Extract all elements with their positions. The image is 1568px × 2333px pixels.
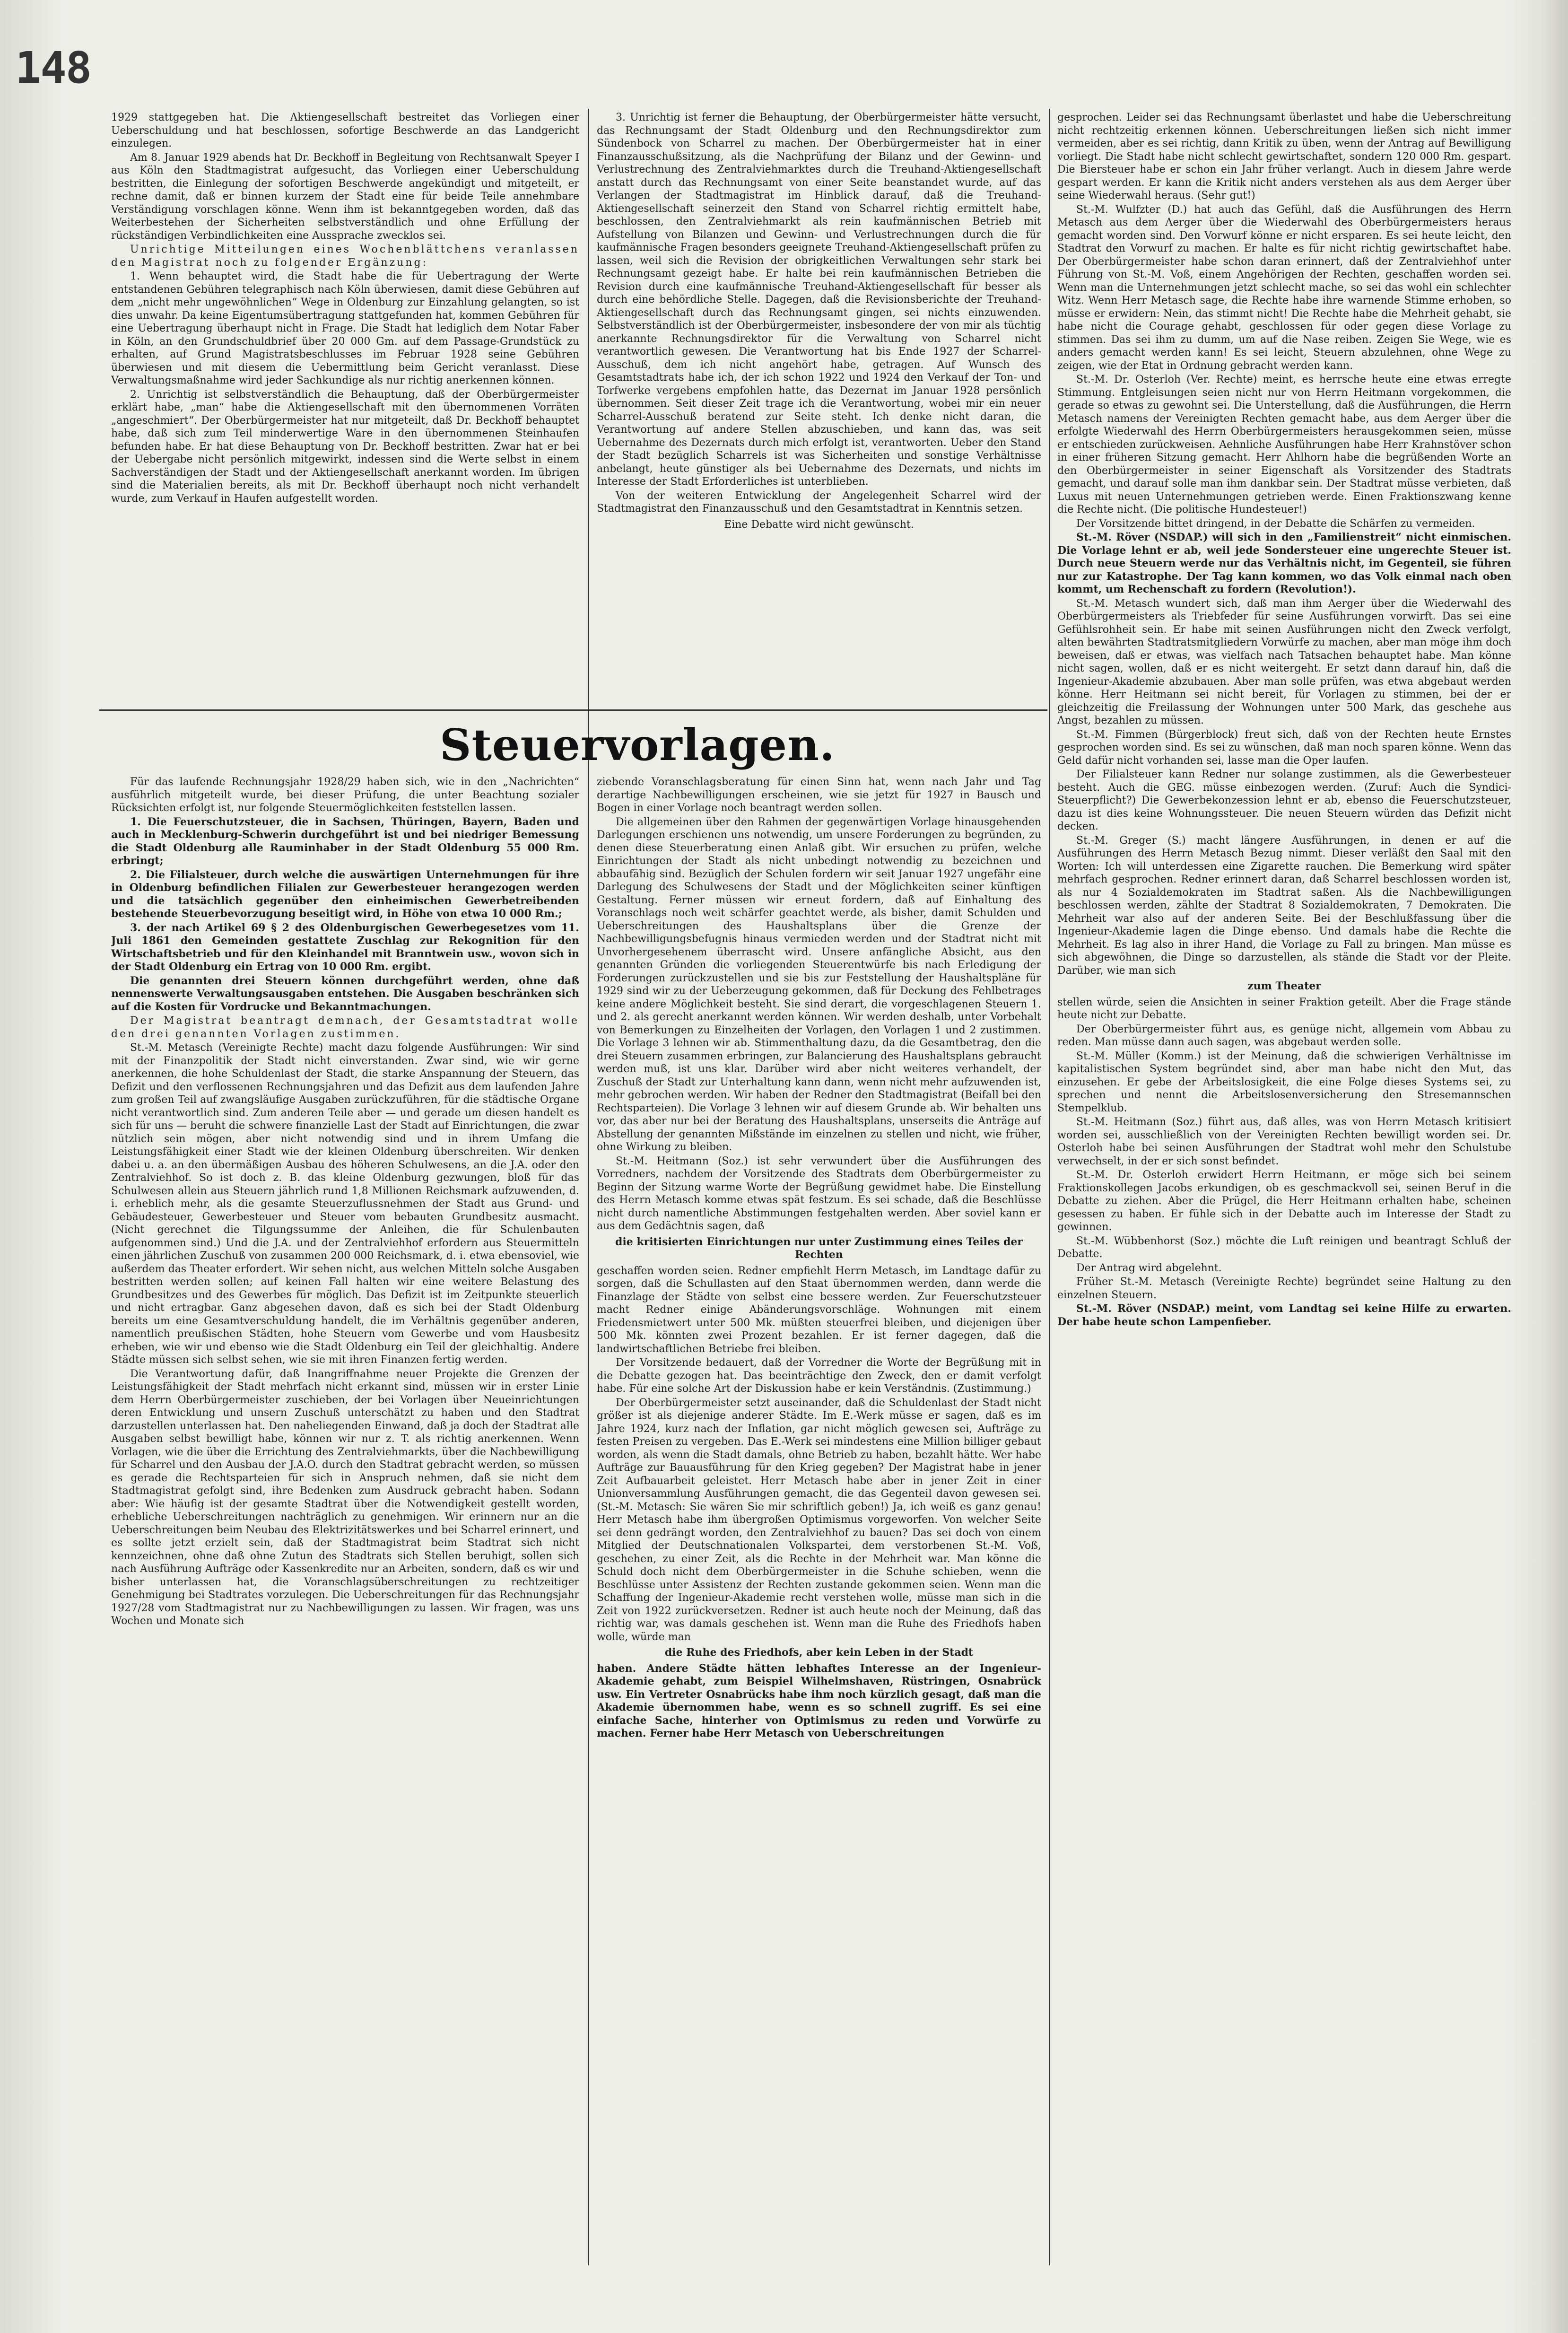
paragraph: St.-M. Röver (NSDAP.) meint, vom Landtag sei keine Hilfe zu erwarten. Der habe heute schon Lampenfieber. — [1057, 1302, 1511, 1328]
article-column-3 — [1057, 111, 1511, 2265]
paragraph: Von der weiteren Entwicklung der Angelegenheit Scharrel wird der Stadtmagistrat den Finanzausschuß und den Gesamtstadtrat in Kenntnis setzen. — [597, 489, 1041, 515]
paragraph: haben. Andere Städte hätten lebhaftes Interesse an der Ingenieur-Akademie gehabt, zum Beispiel Wilhelmshaven, Rüstringen, Osnabrück usw. Ein Vertreter Osnabrücks habe ihm noch kürzlich gesagt, daß man die Akademie übernommen habe, wenn es so schnell zugriff. Es sei eine einfache Sache, hinterher von Optimismus zu reden und Vorwürfe zu machen. Ferner habe Herr Metasch von Ueberschreitungen — [597, 1662, 1041, 1739]
paragraph: Früher St.-M. Metasch (Vereinigte Rechte) begründet seine Haltung zu den einzelnen Steuern. — [1057, 1276, 1511, 1301]
paragraph: Unrichtige Mitteilungen eines Wochenblättchens veranlassen den Magistrat noch zu folgender Ergänzung: — [111, 244, 579, 269]
paragraph: Die allgemeinen über den Rahmen der gegenwärtigen Vorlage hinausgehenden Darlegungen erschienen uns notwendig, um unsere Forderungen zu begründen, zu denen diese Steuerberatung einen Anlaß gibt. Wir ersuchen zu prüfen, welche Einrichtungen der Stadt als nicht unbedingt notwendig zu bezeichnen und abbaufähig sind. Bezüglich der Schulen fordern wir seit Januar 1927 ungefähr eine Darlegung des Schulwesens der Stadt und der Möglichkeiten seiner künftigen Gestaltung. Ferner müssen wir erneut fordern, daß auf Einhaltung des Voranschlags noch weit schärfer geachtet werde, als bisher, damit Schulden und Ueberschreitungen des Haushaltsplans über die Grenze der Nachbewilligungsbefugnis hinaus vermieden werden und der Stadtrat nicht mit Unvorhergesehenem überrascht wird. Unsere anfängliche Absicht, aus den genannten Gründen die vorliegenden Steuerentwürfe bis nach Erledigung der Forderungen zurückzustellen und sie bis zur Feststellung der Haushaltspläne für 1929 sind wir zu der Ueberzeugung gekommen, daß für Deckung des Fehlbetrages keine andere Möglichkeit besteht. Sie sind derart, die vorgeschlagenen Steuern 1. und 2. als gerecht anerkannt werden können. Wir werden deshalb, unter Vorbehalt von Bemerkungen zu Einzelheiten der Vorlagen, den Vorlagen 1 und 2 zustimmen. Die Vorlage 3 lehnen wir ab. Stimmenthaltung dazu, da die Gesamtbetrag, den die drei Steuern zusammen erbringen, zur Balancierung des Haushaltsplans gebraucht werden muß, ist uns klar. Darüber wird aber nicht weiteres verhandelt, der Zuschuß der Stadt zur Unterhaltung kann dann, wenn nicht mehr aufzuwenden ist, mehr gebrochen werden. Wir haben der Redner den Stadtmagistrat (Beifall bei den Rechtsparteien). Die Vorlage 3 lehnen wir auf diesem Grunde ab. Wir behalten uns vor, das aber nur bei der Beratung des Haushaltsplans, unserseits die Anträge auf Abstellung der genannten Mißstände im einzelnen zu stellen und nicht, wie früher, ohne Wirkung zu bleiben. — [597, 816, 1041, 1153]
list-item: 1. Die Feuerschutzsteuer, die in Sachsen, Thüringen, Bayern, Baden und auch in Mecklenburg-Schwerin durchgeführt ist und bei niedriger Bemessung die Stadt Oldenburg alle Rauminhaber in der Stadt Oldenburg 55 000 Rm. erbringt; — [111, 815, 579, 867]
paragraph: geschaffen worden seien. Redner empfiehlt Herrn Metasch, im Landtage dafür zu sorgen, daß die Schullasten auf den Staat übernommen werden, dann werde die Finanzlage der Städte von selbst eine bessere werden. Zur Feuerschutzsteuer macht Redner einige Abänderungsvorschläge. Wohnungen mit einem Friedensmietwert unter 500 Mk. müßten steuerfrei bleiben, und diejenigen über 500 Mk. könnten zwei Prozent bezahlen. Er ist ferner dagegen, daß die landwirtschaftlichen Betriebe frei bleiben. — [597, 1265, 1041, 1355]
subheading: zum Theater — [1247, 980, 1321, 992]
list-item: 3. der nach Artikel 69 § 2 des Oldenburgischen Gewerbegesetzes vom 11. Juli 1861 den Gemeinden gestattete Zuschlag zur Rekognition für den Wirtschaftsbetrieb und für den Kleinhandel mit Branntwein usw., wovon sich in der Stadt Oldenburg ein Ertrag von 10 000 Rm. ergibt. — [111, 921, 579, 973]
paragraph: Der Filialsteuer kann Redner nur solange zustimmen, als die Gewerbesteuer besteht. Auch die GEG. müsse einbezogen werden. (Zuruf: Auch die Syndici-Steuerpflicht?) Die Gewerbekonzession lehnt er ab, ebenso die Feuerschutzsteuer, dazu ist dies keine Wohnungssteuer. Die neuen Steuern würden das Defizit nicht decken. — [1057, 769, 1511, 832]
paragraph: gesprochen. Leider sei das Rechnungsamt überlastet und habe die Ueberschreitung nicht rechtzeitig erkennen können. Ueberschreitungen ließen sich nicht immer vermeiden, aber es sei richtig, dann Kritik zu üben, wenn der Antrag auf Bewilligung vorliegt. Die Stadt habe nicht schlecht gewirtschaftet, sondern 120 000 Rm. gespart. Die Biersteuer habe er schon ein Jahr früher verlangt. Auch in diesem Jahre werde gespart werden. Er kann die Kritik nicht anders verstehen als aus dem Aerger über seine Wiederwahl heraus. (Sehr gut!) — [1057, 112, 1511, 201]
paragraph: Am 8. Januar 1929 abends hat Dr. Beckhoff in Begleitung von Rechtsanwalt Speyer I aus Köln den Stadtmagistrat aufgesucht, das Vorliegen einer Ueberschuldung bestritten, die Einlegung der sofortigen Beschwerde angekündigt und mitgeteilt, er rechne damit, daß er binnen kurzem der Stadt eine für beide Teile annehmbare Verständigung vorschlagen könne. Wenn ihm ist bekanntgegeben worden, daß das Weiterbestehen der Sicherheiten selbstverständlich und ohne Erfüllung der rückständigen Verbindlichkeiten eine Aussprache zwecklos sei. — [111, 151, 579, 242]
paragraph: Eine Debatte wird nicht gewünscht. — [724, 518, 914, 531]
paragraph: St.-M. Wübbenhorst (Soz.) möchte die Luft reinigen und beantragt Schluß der Debatte. — [1057, 1235, 1511, 1260]
paragraph: 1929 stattgegeben hat. Die Aktiengesellschaft bestreitet das Vorliegen einer Ueberschuldung und hat beschlossen, sofortige Beschwerde an das Landgericht einzulegen. — [111, 112, 579, 149]
paragraph: St.-M. Heitmann (Soz.) ist sehr verwundert über die Ausführungen des Vorredners, nachdem der Vorsitzende des Stadtrats dem Oberbürgermeister zu Beginn der Sitzung warme Worte der Begrüßung gewidmet habe. Die Einstellung des Herrn Metasch komme etwas spät festzum. Es sei schade, daß die Beschlüsse nicht durch namentliche Abstimmungen festgehalten werden. Aber soviel kann er aus dem Gedächtnis sagen, daß — [597, 1155, 1041, 1232]
paragraph: St.-M. Fimmen (Bürgerblock) freut sich, daß von der Rechten heute Ernstes gesprochen worden sind. Es sei zu wünschen, daß man noch sparen könne. Wenn das Geld dafür nicht vorhanden sei, lasse man die Oper laufen. — [1057, 728, 1511, 767]
article-column-1-bottom — [111, 776, 579, 2265]
paragraph: Die Verantwortung dafür, daß Inangriffnahme neuer Projekte die Grenzen der Leistungsfähigkeit der Stadt mehrfach nicht erkannt sind, müssen wir in erster Linie dem Herrn Oberbürgermeister zuschieben, der bei Vorlagen über Neueinrichtungen deren Entwicklung und unsern Zuschuß unterschätzt zu haben und den Stadtrat darzustellen unterlassen hat. Den naheliegenden Einwand, daß ja doch der Stadtrat alle Ausgaben selbst bewilligt habe, können wir nur z. T. als richtig anerkennen. Wenn Vorlagen, wie die über die Errichtung des Zentralviehmarkts, über die Nachbewilligung für Scharrel und den Ausbau der J.A.O. durch den Stadtrat gebracht werden, so müssen es gerade die Rechtsparteien für sich in Anspruch nehmen, daß sie nicht dem Stadtmagistrat gefolgt sind, ihre Bedenken zum Ausdruck gebracht haben. Sodann aber: Wie häufig ist der gesamte Stadtrat über die Notwendigkeit gestellt worden, erhebliche Ueberschreitungen nachträglich zu genehmigen. Wir erinnern nur an die Ueberschreitungen beim Neubau des Elektrizitätswerkes und bei Scharrel erinnert, und es sollte jetzt erzielt sein, daß der Stadtmagistrat beim Stadtrat sich nicht kennzeichnen, ohne daß ohne Zutun des Stadtrats sich Stellen beruhigt, sollen sich nach Ausführung Aufträge oder Kassenkredite nur an Arbeiten, sondern, daß es wir und bisher unterlassen hat, die Voranschlagsüberschreitungen zu rechtzeitiger Genehmigung bei Stadtrates vorzulegen. Die Ueberschreitungen für das Rechnungsjahr 1927/28 vom Stadtmagistrat nur zu Nachbewilligungen zu lassen. Wir fragen, was uns Wochen und Monate sich — [111, 1368, 579, 1627]
paragraph: ziebende Voranschlagsberatung für einen Sinn hat, wenn nach Jahr und Tag derartige Nachbewilligungen erscheinen, wie sie jetzt für 1927 in Bausch und Bogen in einer Vorlage noch beantragt werden sollen. — [597, 776, 1041, 814]
article-column-2-top — [597, 111, 1041, 707]
paragraph: Der Vorsitzende bedauert, daß der Vorredner die Worte der Begrüßung mit in die Debatte gezogen hat. Das beeinträchtige den Zweck, den er damit verfolgt habe. Für eine solche Art der Diskussion habe er kein Verständnis. (Zustimmung.) — [597, 1357, 1041, 1395]
article-column-1-top — [111, 111, 579, 707]
paragraph: stellen würde, seien die Ansichten in seiner Fraktion geteilt. Aber die Frage stände heute nicht zur Debatte. — [1057, 996, 1511, 1021]
paragraph: Die genannten drei Steuern können durchgeführt werden, ohne daß nennenswerte Verwaltungsausgaben entstehen. Die Ausgaben beschränken sich auf die Kosten für Vordrucke und Bekanntmachungen. — [111, 974, 579, 1013]
paragraph: Der Oberbürgermeister setzt auseinander, daß die Schuldenlast der Stadt nicht größer ist als diejenige anderer Städte. Im E.-Werk müsse er sagen, daß es im Jahre 1924, kurz nach der Inflation, gar nicht möglich gewesen sei, Aufträge zu festen Preisen zu vergeben. Das E.-Werk sei mindestens eine Million billiger gebaut worden, als wenn die Stadt damals, ohne Betrieb zu haben, bezahlt hätte. Wer habe Aufträge zur Bauausführung für den Krieg gegeben? Der Magistrat habe in jener Zeit Aufbauarbeit geleistet. Herr Metasch habe aber in jener Zeit in einer Unionversammlung Ausführungen gemacht, die das Gegenteil davon gewesen sei. (St.-M. Metasch: Sie wären Sie mir schriftlich geben!) Ja, ich weiß es ganz genau! Herr Metasch habe ihm übergroßen Optimismus vorgeworfen. Von welcher Seite sei denn gedrängt worden, den Zentralviehhof zu bauen? Das sei doch von einem Mitglied der Deutschnationalen Volkspartei, dem verstorbenen St.-M. Voß, geschehen, zu einer Zeit, als die Rechte in der Mehrheit war. Man könne die Schuld doch nicht dem Oberbürgermeister in die Schuhe schieben, wenn die Beschlüsse unter Assistenz der Rechten zustande gekommen seien. Wenn man die Schaffung der Ingenieur-Akademie recht verstehen wolle, müsse man sich in die Zeit von 1922 zurückversetzen. Redner ist auch heute noch der Meinung, daß das richtig war, was damals geschehen ist. Wenn man die Ruhe des Friedhofs haben wolle, würde man — [597, 1397, 1041, 1643]
paragraph: Der Oberbürgermeister führt aus, es genüge nicht, allgemein vom Abbau zu reden. Man müsse dann auch sagen, was abgebaut werden solle. — [1057, 1023, 1511, 1048]
paragraph: Der Magistrat beantragt demnach, der Gesamtstadtrat wolle den drei genannten Vorlagen zustimmen. — [111, 1015, 579, 1040]
paragraph: St.-M. Dr. Osterloh (Ver. Rechte) meint, es herrsche heute eine etwas erregte Stimmung. Entgleisungen seien nicht nur von Herrn Heitmann vorgekommen, die gerade so etwas zu gewohnt sei. Die Unterstellung, daß die Ausführungen, die Herrn Metasch namens der Vereinigten Rechten gemacht habe, aus dem Aerger über die erfolgte Wiederwahl des Herrn Oberbürgermeisters herausgekommen seien, müsse er entschieden zurückweisen. Aehnliche Ausführungen habe Herr Krahnstöver schon in einer früheren Sitzung gemacht. Herr Ahlhorn habe die begrüßenden Worte an den Oberbürgermeister in seiner Eigenschaft als Vorsitzender des Stadtrats gemacht, und darauf solle man ihm dankbar sein. Der Stadtrat müsse verbieten, daß Luxus mit neuen Unternehmungen getrieben werde. Einen Fraktionszwang kenne die Rechte nicht. (Die politische Hundesteuer!) — [1057, 374, 1511, 516]
paragraph: 1. Wenn behauptet wird, die Stadt habe die für Uebertragung der Werte entstandenen Gebühren telegraphisch nach Köln überwiesen, damit diese Gebühren auf dem „nicht mehr ungewöhnlichen“ Wege in Oldenburg zur Einzahlung gelangten, so ist dies unwahr. Da keine Eigentumsübertragung stattgefunden hat, kommen Gebühren für eine Uebertragung überhaupt nicht in Frage. Die Stadt hat lediglich dem Notar Faber in Köln, an den Grundschuldbrief über 20 000 Gm. auf dem Passage-Grundstück zu erhalten, auf Grund Magistratsbeschlusses im Februar 1928 seine Gebühren überwiesen und mit diesem die Uebermittlung beim Gericht veranlasst. Diese Verwaltungsmaßnahme wird jeder Sachkundige als nur richtig anerkennen können. — [111, 271, 579, 386]
page-number: 148 — [15, 43, 91, 93]
column-rule — [1049, 109, 1050, 2265]
paragraph: Für das laufende Rechnungsjahr 1928/29 haben sich, wie in den „Nachrichten“ ausführlich mitgeteilt wurde, bei dieser Prüfung, die unter Beachtung sozialer Rücksichten erfolgt ist, nur folgende Steuermöglichkeiten feststellen lassen. — [111, 776, 579, 814]
subheading: die Ruhe des Friedhofs, aber kein Leben in der Stadt — [664, 1646, 974, 1659]
paragraph: St.-M. Röver (NSDAP.) will sich in den „Familienstreit“ nicht einmischen. Die Vorlage lehnt er ab, weil jede Sondersteuer eine ungerechte Steuer ist. Durch neue Steuern werde nur das Verhältnis nicht, im Gegenteil, sie führen nur zur Katastrophe. Der Tag kann kommen, wo das Volk einmal nach oben kommt, um Rechenschaft zu fordern (Revolution!). — [1057, 531, 1511, 595]
paragraph: 3. Unrichtig ist ferner die Behauptung, der Oberbürgermeister hätte versucht, das Rechnungsamt der Stadt Oldenburg und den Rechnungsdirektor zum Sündenbock von Scharrel zu machen. Der Oberbürgermeister hat in einer Finanzausschußsitzung, als die Nachprüfung der Bilanz und der Gewinn- und Verlustrechnung des Zentralviehmarktes durch die Treuhand-Aktiengesellschaft anstatt durch das Rechnungsamt von einer Seite beanstandet wurde, auf das Verlangen der Stadtmagistrat im Hinblick darauf, daß die Treuhand-Aktiengesellschaft seinerzeit den Stand von Scharrel richtig ermittelt habe, beschlossen, den Zentralviehmarkt als rein kaufmännischen Betrieb mit Aufstellung von Bilanzen und Gewinn- und Verlustrechnungen durch die für kaufmännische Fragen besonders geeignete Treuhand-Aktiengesellschaft prüfen zu lassen, weil sich die Revision der obrigkeitlichen Verwaltungen sehr stark bei Rechnungsamt gezeigt habe. Er halte bei rein kaufmännischen Betrieben die Revision durch eine kaufmännische Treuhand-Aktiengesellschaft für besser als durch eine behördliche Stelle. Dagegen, daß die Revisionsberichte der Treuhand-Aktiengesellschaft durch das Rechnungsamt gingen, sei nichts einzuwenden. Selbstverständlich ist der Oberbürgermeister, insbesondere der von mir als tüchtig anerkannte Rechnungsdirektor für die Verwaltung von Scharrel nicht verantwortlich gewesen. Die Verantwortung hat bis Ende 1927 der Scharrel-Ausschuß, dem ich nicht angehört habe, getragen. Auf Wunsch des Gesamtstadtrats habe ich, der ich schon 1922 und 1924 den Verkauf der Ton- und Torfwerke vergebens empfohlen hatte, das Dezernat im Januar 1928 persönlich übernommen. Seit dieser Zeit trage ich die Verantwortung, wobei mir ein neuer Scharrel-Ausschuß beratend zur Seite steht. Ich denke nicht daran, die Verantwortung auf andere Stellen abzuschieben, und kann das, was seit Uebernahme des Dezernats durch mich erfolgt ist, verantworten. Ueber den Stand der Stadt bezüglich Scharrels ist was Sicherheiten und sonstige Verhältnisse anbelangt, heute günstiger als bei Uebernahme des Dezernats, und nichts im Interesse der Stadt Erforderliches ist unterblieben. — [597, 112, 1041, 488]
subheading: die kritisierten Einrichtungen nur unter Zustimmung eines Teiles der Rechten — [615, 1235, 1023, 1261]
paragraph: St.-M. Heitmann (Soz.) führt aus, daß alles, was von Herrn Metasch kritisiert worden sei, ausschließlich von der Vereinigten Rechten bewilligt worden sei. Dr. Osterloh habe bei seinen Ausführungen der Stadtrat wohl mehr den Schulstube verwechselt, in der er sich sonst befindet. — [1057, 1116, 1511, 1167]
paragraph: St.-M. Metasch (Vereinigte Rechte) macht dazu folgende Ausführungen: Wir sind mit der Finanzpolitik der Stadt nicht einverstanden. Zwar sind, wie wir gerne anerkennen, die hohe Schuldenlast der Stadt, die starke Anspannung der Steuern, das Defizit und den verflossenen Rechnungsjahren und das Defizit aus dem laufenden Jahre zum großen Teil auf zwangsläufige Ausgaben zurückzuführen, für die städtische Organe nicht verantwortlich sind. Zum anderen Teile aber — und gerade um diesen handelt es sich für uns — beruht die schwere finanzielle Last der Stadt auf Einrichtungen, die zwar nützlich sein mögen, aber nicht notwendig sind und in ihrem Umfang die Leistungsfähigkeit einer Stadt wie der kleinen Oldenburg überschreiten. Wir denken dabei u. a. an den übermäßigen Ausbau des höheren Schulwesens, an die J.A. oder den Zentralviehhof. So ist doch z. B. das kleine Oldenburg gezwungen, bloß für das Schulwesen allein aus Steuern jährlich rund 1,8 Millionen Reichsmark aufzuwenden, d. i. erheblich mehr, als die gesamte Steuerzuflussnehmen der Stadt aus Grund- und Gebäudesteuer, Gewerbesteuer und Steuer vom bebauten Grundbesitz ausmacht. (Nicht gerechnet die Tilgungssumme der Anleihen, die für Schulenbauten aufgenommen sind.) Und die J.A. und der Zentralviehhof erfordern aus Steuermitteln einen jährlichen Zuschuß von zusammen 200 000 Reichsmark, d. i. etwa ebensoviel, wie außerdem das Theater erfordert. Wir sehen nicht, aus welchen Mitteln solche Ausgaben bestritten werden sollen; auf keinen Fall halten wir eine weitere Belastung des Grundbesitzes und des Gewerbes für möglich. Das Defizit ist im Zeitpunkte steuerlich und nicht ertragbar. Ganz abgesehen davon, daß es sich bei der Stadt Oldenburg bereits um eine Gesamtverschuldung handelt, die im Verhältnis gegenüber anderen, namentlich preußischen Städten, hohe Steuern vom Gewerbe und vom Hausbesitz erheben, wie wir und ebenso wie die Stadt Oldenburg ein Teil der gleichhaltig. Andere Städte müssen sich selbst sehen, wie sie mit ihren Finanzen fertig werden. — [111, 1042, 579, 1366]
paragraph: St.-M. Wulfzter (D.) hat auch das Gefühl, daß die Ausführungen des Herrn Metasch aus dem Aerger über die Wiederwahl des Oberbürgermeisters heraus gemacht worden sind. Den Vorwurf könne er nicht ersparen. Es sei heute leicht, den Stadtrat den Vorwurf zu machen. Er halte es für nicht richtig gewirtschaftet habe. Der Oberbürgermeister habe schon daran erinnert, daß der Zentralviehhof unter Führung von St.-M. Voß, einem Angehörigen der Rechten, geschaffen worden sei. Wenn man die Unternehmungen jetzt schlecht mache, so sei das wohl ein schlechter Witz. Wenn Herr Metasch sage, die Rechte habe ihre warnende Stimme erhoben, so müsse er erwidern: Nein, das stimmt nicht! Die Rechte habe die Mehrheit gehabt, sie habe nicht die Courage gehabt, geschlossen für oder gegen diese Vorlage zu stimmen. Das sei ihm zu dumm, um auf die Nase reiben. Zeigen Sie Wege, wie es anders gemacht werden kann! Es sei leicht, Steuern abzulehnen, ohne Wege zu zeigen, wie der Etat in Ordnung gebracht werden kann. — [1057, 203, 1511, 372]
paragraph: Der Vorsitzende bittet dringend, in der Debatte die Schärfen zu vermeiden. — [1076, 517, 1475, 530]
paragraph: 2. Unrichtig ist selbstverständlich die Behauptung, daß der Oberbürgermeister erklärt habe, „man“ habe die Aktiengesellschaft mit den übernommenen Vorräten „angeschmiert“. Der Oberbürgermeister hat nur mitgeteilt, daß Dr. Beckhoff behauptet habe, daß sich zum Teil minderwertige Ware in den übernommenen Steinhaufen befunden habe. Er hat diese Behauptung von Dr. Beckhoff bestritten. Zwar hat er bei der Uebergabe nicht persönlich mitgewirkt, indessen sind die Werte selbst in einem Sachverständigen der Stadt und der Aktiengesellschaft anerkannt worden. Im übrigen sind die Materialien bereits, als mit Dr. Beckhoff überhaupt noch nicht verhandelt wurde, zum Verkauf in Haufen aufgestellt worden. — [111, 388, 579, 505]
section-headline: Steuervorlagen. — [440, 719, 835, 770]
page-edge-shadow — [1540, 0, 1568, 2333]
paragraph: Der Antrag wird abgelehnt. — [1076, 1262, 1222, 1274]
article-column-2-bottom — [597, 776, 1041, 2265]
column-rule — [588, 109, 589, 2265]
paragraph: St.-M. Greger (S.) macht längere Ausführungen, in denen er auf die Ausführungen des Herrn Metasch Bezug nimmt. Dieser verläßt den Saal mit den Worten: Ich will unterdessen eine Zigarette rauchen. Die Bemerkung wird später mehrfach gesprochen. Redner erinnert daran, daß Scharrel beschlossen worden ist, als nur 4 Sozialdemokraten im Stadtrat saßen. Als die Nachbewilligungen beschlossen werden, zählte der Stadtrat 8 Sozialdemokraten, 7 Demokraten. Die Mehrheit war also auf der anderen Seite. Bei der Beschlußfassung über die Ingenieur-Akademie lagen die Dinge ebenso. Und damals habe die Rechte die Mehrheit. Es lag also in ihrer Hand, die Vorlage zu Fall zu bringen. Man müsse es sich abgewöhnen, die Dinge so darzustellen, als stände die Stadt vor der Pleite. Darüber, wie man sich — [1057, 834, 1511, 977]
paragraph: St.-M. Müller (Komm.) ist der Meinung, daß die schwierigen Verhältnisse im kapitalistischen System begründet sind, aber man habe nicht den Mut, das einzusehen. Er gebe der Arbeitslosigkeit, die eine Folge dieses Systems sei, zu sprechen und nennt die Arbeitslosenversicherung den Stresemannschen Stempelklub. — [1057, 1050, 1511, 1114]
paragraph: St.-M. Dr. Osterloh erwidert Herrn Heitmann, er möge sich bei seinem Fraktionskollegen Jacobs erkundigen, ob es geschmackvoll sei, seinen Beruf in die Debatte zu ziehen. Aber die Prügel, die Herr Heitmann erhalten habe, scheinen gesessen zu haben. Er fühle sich in der Debatte auch im Interesse der Stadt zu gewinnen. — [1057, 1169, 1511, 1233]
list-item: 2. Die Filialsteuer, durch welche die auswärtigen Unternehmungen für ihre in Oldenburg befindlichen Filialen zur Gewerbesteuer herangezogen werden und die tatsächlich gegenüber den einheimischen Gewerbetreibenden bestehende Steuerbevorzugung beseitigt wird, in Höhe von etwa 10 000 Rm.; — [111, 868, 579, 920]
section-rule — [99, 709, 1047, 711]
paragraph: St.-M. Metasch wundert sich, daß man ihm Aerger über die Wiederwahl des Oberbürgermeisters als Triebfeder für seine Ausführungen vorwirft. Das sei eine Gefühlsrohheit sein. Er habe mit seinen Ausführungen nicht den Zweck verfolgt, alten bewährten Stadtratsmitgliedern Vorwürfe zu machen, aber man möge ihm doch beweisen, daß er etwas, was vielfach nach Tatsachen behauptet habe. Man könne nicht sagen, wollen, daß er es nicht weitergeht. Er setzt dann darauf hin, daß die Ingenieur-Akademie abzubauen. Aber man solle prüfen, was etwa abgebaut werden könne. Herr Heitmann sei nicht bereit, für Vorlagen zu stimmen, bei der er gleichzeitig die Freilassung der Wohnungen unter 500 Mark, das geschehe aus Angst, bezahlen zu müssen. — [1057, 597, 1511, 726]
